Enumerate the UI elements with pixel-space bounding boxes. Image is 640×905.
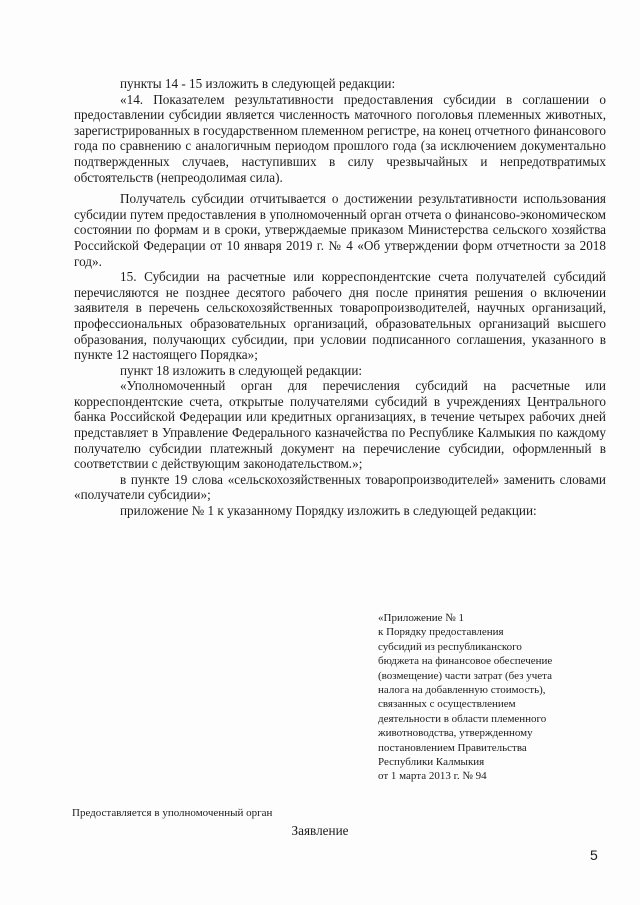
appendix-line: животноводства, утвержденному — [378, 727, 533, 740]
appendix-line: «Приложение № 1 — [378, 612, 465, 624]
appendix-line: бюджета на финансовое обеспечение — [378, 655, 553, 668]
page-number: 5 — [590, 847, 598, 863]
appendix-line: постановлением Правительства — [378, 741, 527, 754]
paragraph-5: пункт 18 изложить в следующей редакции: — [120, 362, 363, 378]
paragraph-6: «Уполномоченный орган для перечисления субсидий на расчетные или корреспондентские счета, открытые получателями субсидий в учреждениях Центрального банка Российской Федерации или кредитных организациях, в течение четырех рабочих дней представляет в Управление Федерального казначейства по Республике Калмыкия по каждому получателю субсидии платежный документ на перечисление субсидии, оформленный в соответствии с действующим законодательством.»; — [74, 378, 606, 472]
appendix-line: к Порядку предоставления — [378, 626, 504, 639]
appendix-line: Республики Калмыкия — [378, 756, 485, 769]
appendix-line: от 1 марта 2013 г. № 94 — [378, 770, 487, 783]
appendix-line: связанных с осуществлением — [378, 698, 516, 711]
appendix-line: субсидий из республиканского — [378, 640, 522, 653]
paragraph-3: Получатель субсидии отчитывается о достижении результативности использования субсидии путем предоставления в уполномоченный орган отчета о финансово-экономическом состоянии по формам и в сроки, утверждаемые приказом Министерства сельского хозяйства Российской Федерации от 10 января 2019 г. № 4 «Об утверждении форм отчетности за 2018 год». — [74, 191, 606, 269]
appendix-line: налога на добавленную стоимость), — [378, 684, 546, 697]
paragraph-4: 15. Субсидии на расчетные или корреспондентские счета получателей субсидий перечисляются не позднее десятого рабочего дня после принятия решения о включении заявителя в перечень сельскохозяйственных товаропроизводителей, научных организаций, профессиональных образовательных организаций, образовательных организаций высшего образования, получающих субсидии, при условии подписанного соглашения, указанного в пункте 12 настоящего Порядка»; — [74, 269, 606, 363]
appendix-line: (возмещение) части затрат (без учета — [378, 669, 552, 682]
paragraph-7: в пункте 19 слова «сельскохозяйственных товаропроизводителей» заменить словами «получатели субсидии»; — [74, 471, 606, 503]
appendix-header — [378, 611, 608, 784]
appendix-line: деятельности в области племенного — [378, 712, 547, 725]
body-text — [74, 76, 606, 519]
paragraph-2: «14. Показателем результативности предоставления субсидии в соглашении о предоставлении субсидии является численность маточного поголовья племенных животных, зарегистрированных в государственном племенном регистре, на конец отчетного финансового года по сравнению с аналогичным периодом прошлого года (за исключением документально подтвержденных случаев, наступивших в силу чрезвычайных и непредотвратимых обстоятельств (непреодолимая сила). — [74, 91, 607, 185]
paragraph-8: приложение № 1 к указанному Порядку изложить в следующей редакции: — [120, 503, 537, 519]
document-title: Заявление — [291, 823, 349, 838]
submission-note: Предоставляется в уполномоченный орган — [72, 807, 273, 819]
paragraph-1: пункты 14 - 15 изложить в следующей редакции: — [120, 76, 396, 91]
